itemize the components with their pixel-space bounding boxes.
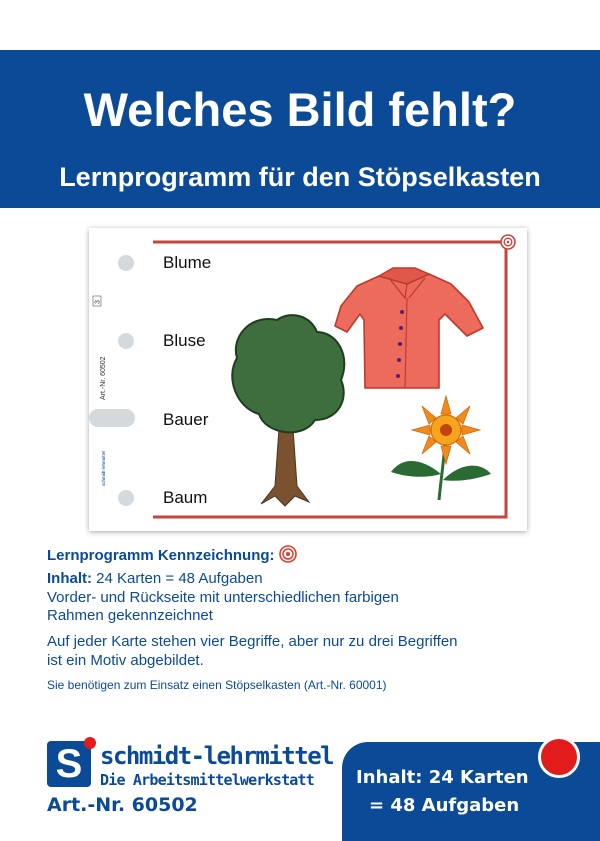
info-line: ist ein Motiv abgebildet. <box>47 652 204 669</box>
card-hole <box>118 333 134 349</box>
info-note: Sie benötigen zum Einsatz einen Stöpselkasten (Art.-Nr. 60001) <box>47 678 387 692</box>
target-icon <box>279 545 297 563</box>
kennzeichnung-label: Lernprogramm Kennzeichnung: <box>47 547 275 564</box>
info-line: Auf jeder Karte stehen vier Begriffe, aber nur zu drei Begriffen <box>47 633 458 650</box>
card-word: Bauer <box>163 410 209 429</box>
brand-tagline: Die Arbeitsmittelwerkstatt <box>100 771 315 789</box>
side-brand: schmidt-lehrmittel <box>101 450 106 486</box>
target-icon <box>501 235 515 249</box>
logo-letter: S <box>55 742 83 786</box>
info-line: Vorder- und Rückseite mit unterschiedlichen farbigen <box>47 589 399 606</box>
inhalt-value: 24 Karten = 48 Aufgaben <box>96 570 263 587</box>
flower-picture <box>391 396 491 500</box>
logo-mark <box>47 741 91 787</box>
card-hole <box>118 490 134 506</box>
article-number: Art.-Nr. 60502 <box>47 794 198 816</box>
brand-name: schmidt-lehrmittel <box>100 742 334 770</box>
page-subtitle: Lernprogramm für den Stöpselkasten <box>59 162 541 192</box>
blouse-picture <box>335 268 483 388</box>
learning-card <box>89 228 527 531</box>
red-dot-marker <box>538 736 580 778</box>
kennzeichnung-line <box>47 545 297 564</box>
inhalt-label: Inhalt: <box>47 570 92 587</box>
tab-line-1: Inhalt: 24 Karten <box>356 767 529 788</box>
card-notch <box>89 409 135 427</box>
tab-line-2: = 48 Aufgaben <box>369 795 520 816</box>
side-number: 3 <box>94 300 102 304</box>
page-title: Welches Bild fehlt? <box>83 83 517 136</box>
side-art-nr: Art.-Nr. 60502 <box>100 356 107 400</box>
card-graphic <box>89 228 527 531</box>
info-line: Rahmen gekennzeichnet <box>47 607 213 624</box>
header-banner <box>0 50 600 208</box>
card-word: Bluse <box>163 331 206 350</box>
card-hole <box>118 255 134 271</box>
inhalt-line <box>47 570 263 587</box>
card-word: Blume <box>163 253 212 272</box>
logo-dot <box>84 737 96 749</box>
tree-picture <box>232 315 344 506</box>
card-word: Baum <box>163 488 208 507</box>
